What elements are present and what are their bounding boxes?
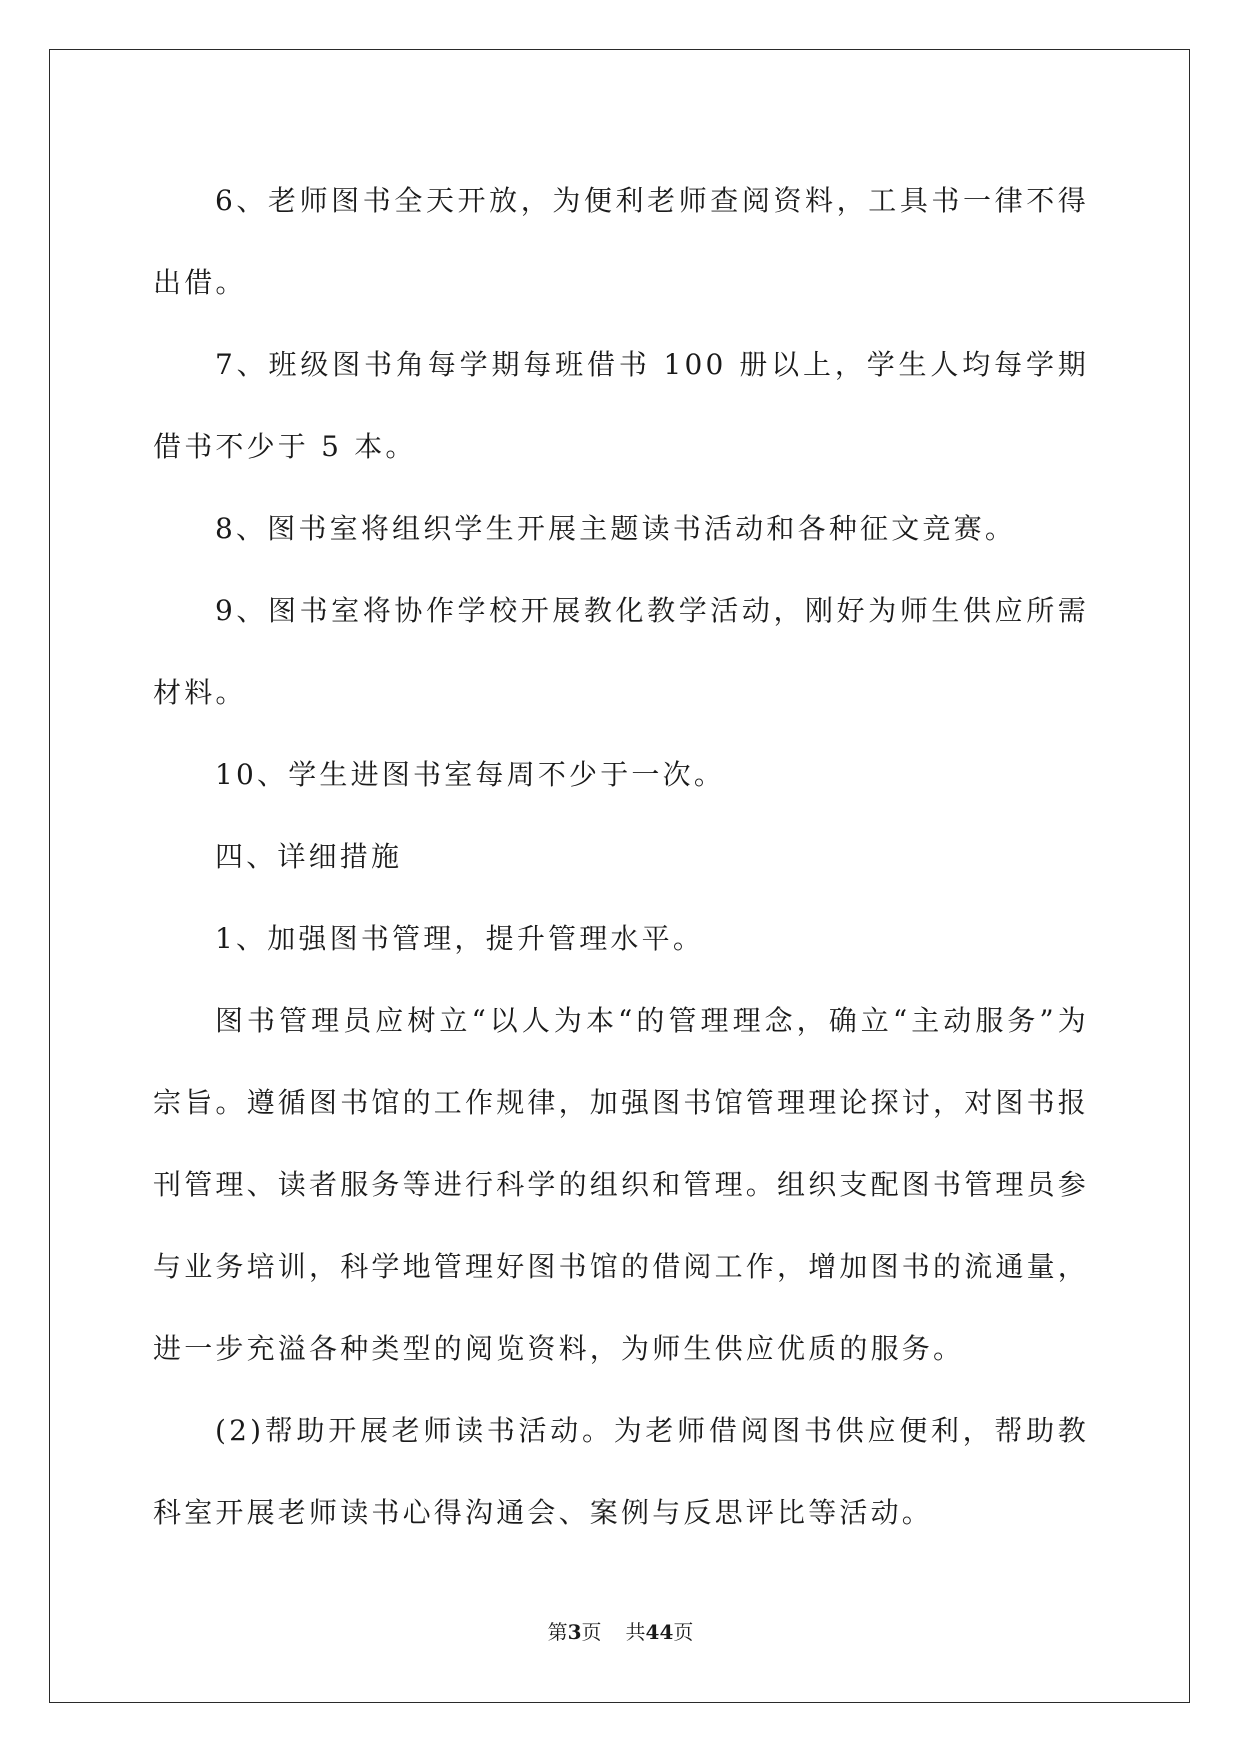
- footer-total-prefix: 共: [625, 1620, 646, 1644]
- footer-page-suffix: 页: [581, 1620, 602, 1644]
- footer-page-prefix: 第: [547, 1620, 568, 1644]
- footer-page-number: 3: [567, 1620, 582, 1644]
- paragraph-item-7: 7、班级图书角每学期每班借书 100 册以上，学生人均每学期借书不少于 5 本。: [153, 348, 1089, 463]
- subheading-management: 1、加强图书管理，提升管理水平。: [215, 922, 705, 955]
- document-body: [153, 160, 1089, 1554]
- page-footer: [0, 1616, 1241, 1645]
- paragraph-item-6: 6、老师图书全天开放，为便利老师查阅资料，工具书一律不得出借。: [153, 184, 1089, 299]
- footer-total-suffix: 页: [673, 1620, 694, 1644]
- paragraph-librarian: 图书管理员应树立“以人为本“的管理理念，确立“主动服务”为宗旨。遵循图书馆的工作规律，加强图书馆管理理论探讨，对图书报刊管理、读者服务等进行科学的组织和管理。组织支配图书管理员参与业务培训，科学地管理好图书馆的借阅工作，增加图书的流通量，进一步充溢各种类型的阅览资料，为师生供应优质的服务。: [153, 1004, 1090, 1365]
- paragraph-teacher-reading: (2)帮助开展老师读书活动。为老师借阅图书供应便利，帮助教科室开展老师读书心得沟通会、案例与反思评比等活动。: [153, 1414, 1089, 1529]
- section-heading-measures: 四、详细措施: [215, 840, 403, 873]
- paragraph-item-9: 9、图书室将协作学校开展教化教学活动，刚好为师生供应所需材料。: [153, 594, 1089, 709]
- paragraph-item-8: 8、图书室将组织学生开展主题读书活动和各种征文竞赛。: [215, 512, 1017, 545]
- paragraph-item-10: 10、学生进图书室每周不少于一次。: [215, 758, 726, 791]
- footer-total-pages: 44: [645, 1620, 674, 1644]
